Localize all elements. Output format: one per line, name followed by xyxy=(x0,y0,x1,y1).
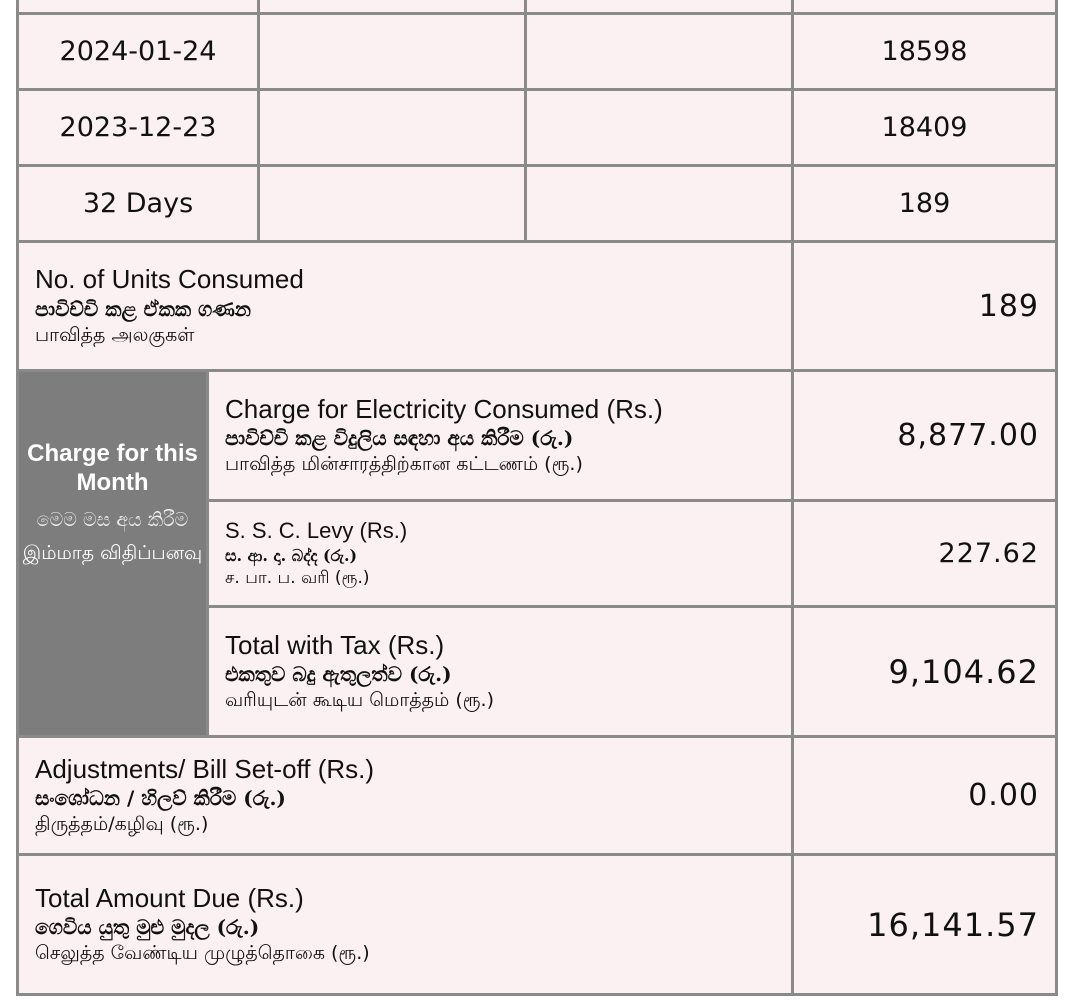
total-with-tax-label xyxy=(225,608,787,735)
month-charge-title-en: Charge for this Month xyxy=(27,440,198,496)
month-charge-title-si: මෙම මස අය කිරීම xyxy=(36,508,189,531)
meter-reading-current: 18598 xyxy=(881,36,968,67)
adjustments-en: Adjustments/ Bill Set-off (Rs.) xyxy=(35,753,375,784)
total-with-tax-en: Total with Tax (Rs.) xyxy=(225,629,445,660)
total-due-si: ගෙවිය යුතු මුළු මුදල (රු.) xyxy=(35,915,260,940)
ssc-levy-label xyxy=(225,502,787,605)
units-label-ta: பாவித்த அலகுகள் xyxy=(35,323,195,346)
units-label-si: පාවිච්චි කළ ඒකක ගණන xyxy=(35,296,252,321)
electricity-charge-value: 8,877.00 xyxy=(897,418,1039,453)
month-charge-title-ta: இம்மாத விதிப்பனவு xyxy=(22,542,203,565)
total-due-value: 16,141.57 xyxy=(867,905,1039,944)
electricity-charge-si: පාවිච්චි කළ විදුලිය සඳහා අය කිරීම (රු.) xyxy=(225,426,574,451)
units-consumed-value: 189 xyxy=(978,288,1039,324)
electricity-charge-ta: பாவித்த மின்சாரத்திற்கான கட்டணம் (ரூ.) xyxy=(225,453,583,476)
ssc-levy-ta: ச. பா. ப. வரி (ரூ.) xyxy=(225,567,370,588)
column-divider xyxy=(257,0,260,243)
adjustments-label xyxy=(35,738,785,853)
electricity-charge-label xyxy=(225,372,787,499)
reading-difference: 189 xyxy=(898,188,951,219)
total-with-tax-value: 9,104.62 xyxy=(888,652,1039,691)
reading-date-current: 2024-01-24 xyxy=(59,36,217,67)
column-divider xyxy=(206,372,209,738)
total-with-tax-si: එකතුව බදු ඇතුලත්ව (රු.) xyxy=(225,662,452,687)
adjustments-value: 0.00 xyxy=(968,778,1039,813)
ssc-levy-value: 227.62 xyxy=(938,538,1039,569)
adjustments-si: සංශෝධන / හිලව් කිරීම (රු.) xyxy=(35,786,286,811)
column-divider xyxy=(524,0,527,243)
ssc-levy-si: ස. ආ. දා. බද්ද (රු.) xyxy=(225,545,358,565)
electricity-bill-table xyxy=(16,0,1058,996)
total-due-label xyxy=(35,856,785,993)
total-due-en: Total Amount Due (Rs.) xyxy=(35,882,304,913)
units-label-en: No. of Units Consumed xyxy=(35,264,304,295)
total-with-tax-ta: வரியுடன் கூடிய மொத்தம் (ரூ.) xyxy=(225,689,495,712)
units-consumed-label xyxy=(35,243,785,369)
electricity-charge-en: Charge for Electricity Consumed (Rs.) xyxy=(225,393,663,424)
billing-period-days: 32 Days xyxy=(82,188,194,219)
ssc-levy-en: S. S. C. Levy (Rs.) xyxy=(225,518,408,544)
meter-reading-previous: 18409 xyxy=(881,112,968,143)
reading-date-previous: 2023-12-23 xyxy=(59,112,217,143)
adjustments-ta: திருத்தம்/கழிவு (ரூ.) xyxy=(35,813,209,836)
total-due-ta: செலுத்த வேண்டிய முழுத்தொகை (ரூ.) xyxy=(35,942,370,965)
month-charge-side-panel xyxy=(19,372,206,735)
